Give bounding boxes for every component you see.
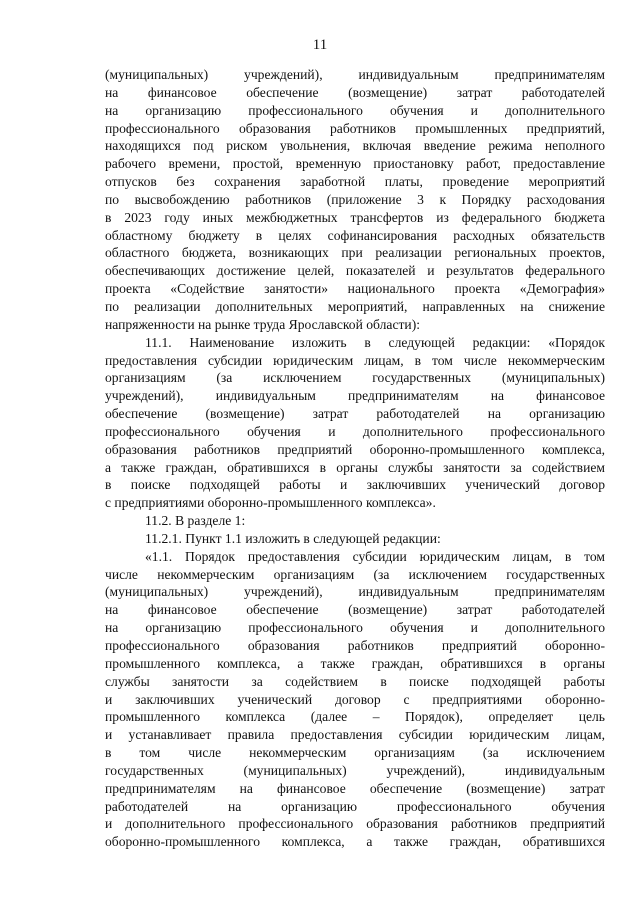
text-line: в поиске подходящей работы и заключивших ученический договор bbox=[105, 477, 605, 493]
text-line: работодателей на организацию профессионального обучения bbox=[105, 798, 605, 814]
text-line: обеспечивающих достижение целей, показателей и результатов федерального bbox=[105, 263, 605, 279]
text-line: на организацию профессионального обучения и дополнительного bbox=[105, 620, 605, 636]
text-line: промышленного комплекса (далее – Порядок), определяет цель bbox=[105, 709, 605, 725]
text-line: предоставления субсидии юридическим лицам, в том числе некоммерческим bbox=[105, 352, 605, 368]
text-line: (муниципальных) учреждений), индивидуальным предпринимателям bbox=[105, 584, 605, 600]
document-body bbox=[105, 66, 605, 851]
text-line: службы занятости за содействием в поиске подходящей работы bbox=[105, 673, 605, 689]
text-line: а также граждан, обратившихся в органы службы занятости за содействием bbox=[105, 459, 605, 475]
text-line: образования работников предприятий оборонно-промышленного комплекса, bbox=[105, 441, 605, 457]
text-line: рабочего времени, простой, временную приостановку работ, предоставление bbox=[105, 156, 605, 172]
text-line: и дополнительного профессионального образования работников предприятий bbox=[105, 816, 605, 832]
text-line: в том числе некоммерческим организациям (за исключением bbox=[105, 745, 605, 761]
text-line: находящихся под риском увольнения, включая введение режима неполного bbox=[105, 138, 605, 154]
text-line: с предприятиями оборонно-промышленного комплекса». bbox=[105, 495, 436, 511]
text-line: областному бюджету в целях софинансирования расходных обязательств bbox=[105, 227, 605, 243]
text-line: предпринимателям на финансовое обеспечение (возмещение) затрат bbox=[105, 780, 605, 796]
text-line: профессионального образования работников предприятий оборонно- bbox=[105, 638, 605, 653]
text-line: на организацию профессионального обучения и дополнительного bbox=[105, 102, 605, 118]
text-line: отпусков без сохранения заработной платы, проведение мероприятий bbox=[105, 174, 605, 190]
text-line: учреждений), индивидуальным предпринимателям на финансовое bbox=[105, 388, 605, 404]
text-line: «1.1. Порядок предоставления субсидии юридическим лицам, в том bbox=[145, 548, 605, 564]
text-line: напряженности на рынке труда Ярославской области): bbox=[105, 316, 421, 332]
text-line: и устанавливает правила предоставления субсидии юридическим лицам, bbox=[105, 727, 605, 743]
text-line: на финансовое обеспечение (возмещение) затрат работодателей bbox=[105, 602, 605, 618]
text-line: проекта «Содействие занятости» национального проекта «Демография» bbox=[105, 281, 605, 297]
text-line: 11.2.1. Пункт 1.1 изложить в следующей редакции: bbox=[145, 530, 441, 546]
text-line: обеспечение (возмещение) затрат работодателей на организацию bbox=[105, 406, 605, 422]
text-line: 11.1. Наименование изложить в следующей редакции: «Порядок bbox=[145, 334, 605, 350]
text-line: и заключивших ученический договор с предприятиями оборонно- bbox=[105, 691, 605, 707]
page-number: 11 bbox=[312, 37, 328, 53]
text-line: профессионального образования работников промышленных предприятий, bbox=[105, 120, 605, 136]
text-line: числе некоммерческим организациям (за исключением государственных bbox=[105, 566, 605, 582]
text-line: в 2023 году иных межбюджетных трансфертов из федерального бюджета bbox=[105, 209, 605, 225]
text-line: по реализации дополнительных мероприятий, направленных на снижение bbox=[105, 298, 605, 314]
text-line: организациям (за исключением государственных (муниципальных) bbox=[105, 370, 605, 386]
text-line: профессионального обучения и дополнительного профессионального bbox=[105, 423, 605, 439]
text-line: на финансовое обеспечение (возмещение) затрат работодателей bbox=[105, 84, 605, 100]
text-line: областного бюджета, возникающих при реализации региональных проектов, bbox=[105, 245, 605, 261]
text-line: по высвобождению работников (приложение 3 к Порядку расходования bbox=[105, 191, 605, 207]
text-line: промышленного комплекса, а также граждан, обратившихся в органы bbox=[105, 655, 605, 671]
text-line: государственных (муниципальных) учреждений), индивидуальным bbox=[105, 762, 605, 778]
text-line: оборонно-промышленного комплекса, а также граждан, обратившихся bbox=[105, 834, 605, 850]
text-line: (муниципальных) учреждений), индивидуальным предпринимателям bbox=[105, 67, 605, 82]
text-line: 11.2. В разделе 1: bbox=[145, 513, 246, 529]
